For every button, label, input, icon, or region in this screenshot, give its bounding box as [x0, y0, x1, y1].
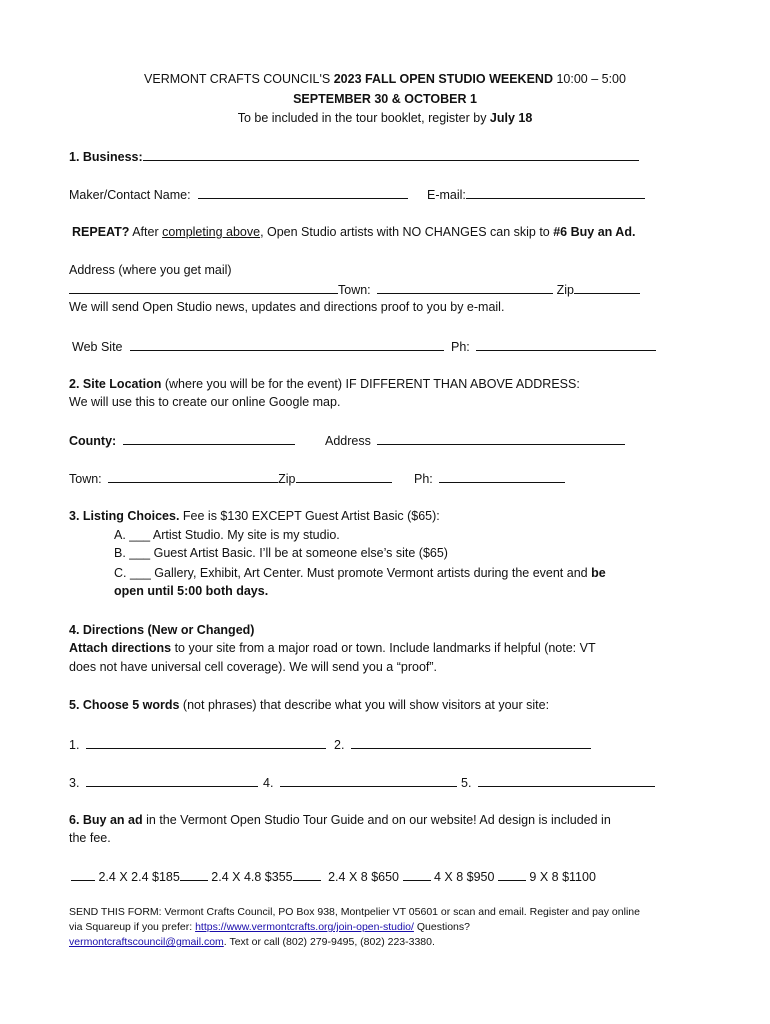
website-row — [72, 339, 444, 354]
directions-title — [69, 623, 254, 637]
word-3-label: 3. — [69, 776, 80, 790]
listing-option-b[interactable]: B. ___ Guest Artist Basic. I’ll be at someone else’s site ($65) — [114, 546, 448, 560]
maker-label: Maker/Contact Name: — [69, 188, 191, 202]
attach-directions-bold: Attach directions — [69, 641, 172, 655]
site-town-row — [69, 471, 392, 486]
buy-ad-title — [69, 813, 611, 827]
site-location-title — [69, 377, 580, 391]
ad-option-1: 2.4 X 2.4 $185 — [98, 870, 180, 884]
business-label: 1. Business: — [69, 150, 143, 164]
site-phone-label: Ph: — [414, 472, 433, 486]
address-field[interactable] — [69, 282, 338, 294]
word-row-1 — [69, 737, 326, 752]
phone-label: Ph: — [451, 340, 470, 354]
five-words-title — [69, 698, 549, 712]
listing-option-a[interactable]: A. ___ Artist Studio. My site is my studio. — [114, 528, 340, 542]
business-field[interactable] — [143, 149, 639, 161]
site-phone-row — [414, 471, 565, 486]
phone-row — [451, 339, 656, 354]
word-1-field[interactable] — [86, 737, 326, 749]
event-dates-text: SEPTEMBER 30 & OCTOBER 1 — [293, 92, 477, 106]
site-zip-label: Zip — [278, 472, 296, 486]
email-row — [427, 187, 645, 202]
deadline-date: July 18 — [489, 111, 533, 125]
directions-line2: does not have universal cell coverage). We will send you a “proof”. — [69, 660, 438, 674]
county-field[interactable] — [123, 433, 295, 445]
site-location-bold: 2. Site Location — [69, 377, 162, 391]
listing-option-c[interactable] — [114, 566, 606, 580]
website-label: Web Site — [72, 340, 123, 354]
zip-field[interactable] — [574, 282, 640, 294]
email-field[interactable] — [466, 187, 645, 199]
buy-ad-line2: the fee. — [69, 831, 111, 845]
footer-line2-prefix: via Squareup if you prefer: — [69, 921, 196, 933]
footer-questions: Questions? — [413, 921, 470, 933]
site-address-row — [325, 433, 625, 448]
site-town-field[interactable] — [108, 471, 278, 483]
buy-ad-rest: in the Vermont Open Studio Tour Guide and on our website! Ad design is included in — [142, 813, 611, 827]
town-field[interactable] — [377, 282, 553, 294]
ad-option-2: 2.4 X 4.8 $355 — [211, 870, 293, 884]
word-2-label: 2. — [334, 738, 345, 752]
footer-line3 — [69, 936, 435, 948]
ad-options-row — [71, 869, 596, 884]
join-open-studio-link[interactable]: https://www.vermontcrafts.org/join-open-studio/ — [195, 921, 414, 933]
listing-option-c-bold2: open until 5:00 both days. — [114, 584, 269, 598]
site-zip-field[interactable] — [296, 471, 392, 483]
directions-title-text: 4. Directions (New or Changed) — [69, 623, 255, 637]
repeat-note — [72, 225, 635, 239]
deadline-prefix: To be included in the tour booklet, register by — [237, 111, 490, 125]
event-dates — [0, 92, 770, 106]
site-town-label: Town: — [69, 472, 102, 486]
form-title — [0, 72, 770, 86]
town-label: Town: — [338, 283, 371, 297]
word-row-3 — [69, 775, 258, 790]
footer-phone: . Text or call (802) 279-9495, (802) 223-3380. — [223, 936, 435, 948]
zip-label: Zip — [556, 283, 574, 297]
listing-choices-rest: Fee is $130 EXCEPT Guest Artist Basic ($65): — [179, 509, 440, 523]
word-4-label: 4. — [263, 776, 274, 790]
repeat-skip-target: #6 Buy an Ad. — [553, 225, 636, 239]
county-row — [69, 433, 295, 448]
footer-line2 — [69, 921, 470, 933]
site-address-label: Address — [325, 434, 371, 448]
buy-ad-bold: 6. Buy an ad — [69, 813, 143, 827]
ad-option-5-check[interactable] — [498, 869, 526, 881]
ad-option-1-check[interactable] — [71, 869, 95, 881]
listing-choices-bold: 3. Listing Choices. — [69, 509, 180, 523]
email-link[interactable]: vermontcraftscouncil@gmail.com — [69, 936, 224, 948]
repeat-after: After — [129, 225, 163, 239]
word-1-label: 1. — [69, 738, 80, 752]
title-prefix: VERMONT CRAFTS COUNCIL'S — [144, 72, 334, 86]
word-row-2 — [334, 737, 591, 752]
title-event: 2023 FALL OPEN STUDIO WEEKEND — [333, 72, 553, 86]
news-note: We will send Open Studio news, updates and directions proof to you by e-mail. — [69, 300, 505, 314]
word-row-5 — [461, 775, 655, 790]
maker-field[interactable] — [198, 187, 408, 199]
email-label: E-mail: — [427, 188, 466, 202]
five-words-bold: 5. Choose 5 words — [69, 698, 180, 712]
business-row — [69, 149, 639, 164]
listing-option-c-cont — [114, 584, 268, 598]
title-hours: 10:00 – 5:00 — [552, 72, 626, 86]
word-3-field[interactable] — [86, 775, 258, 787]
word-4-field[interactable] — [280, 775, 457, 787]
listing-choices-title — [69, 509, 440, 523]
repeat-mid: , Open Studio artists with NO CHANGES can skip to — [260, 225, 554, 239]
directions-line1 — [69, 641, 596, 655]
listing-option-c-bold: be — [591, 566, 606, 580]
site-address-field[interactable] — [377, 433, 625, 445]
register-deadline — [0, 111, 770, 125]
site-location-note: We will use this to create our online Google map. — [69, 395, 341, 409]
word-2-field[interactable] — [351, 737, 591, 749]
ad-option-5: 9 X 8 $1100 — [529, 870, 596, 884]
county-label: County: — [69, 434, 117, 448]
maker-row — [69, 187, 408, 202]
ad-option-4-check[interactable] — [403, 869, 431, 881]
word-5-field[interactable] — [478, 775, 655, 787]
website-field[interactable] — [130, 339, 444, 351]
word-row-4 — [263, 775, 457, 790]
address-row — [69, 282, 640, 297]
repeat-underline: completing above — [162, 225, 261, 239]
ad-option-4: 4 X 8 $950 — [433, 870, 495, 884]
footer-line1: SEND THIS FORM: Vermont Crafts Council, PO Box 938, Montpelier VT 05601 or scan and email. Register and pay online — [69, 906, 640, 918]
listing-option-c-text: C. ___ Gallery, Exhibit, Art Center. Must promote Vermont artists during the event and — [114, 566, 592, 580]
phone-field[interactable] — [476, 339, 656, 351]
ad-option-3: 2.4 X 8 $650 — [328, 870, 400, 884]
word-5-label: 5. — [461, 776, 472, 790]
attach-directions-rest: to your site from a major road or town. Include landmarks if helpful (note: VT — [171, 641, 596, 655]
ad-option-3-check[interactable] — [293, 869, 321, 881]
five-words-rest: (not phrases) that describe what you will show visitors at your site: — [179, 698, 550, 712]
site-phone-field[interactable] — [439, 471, 565, 483]
ad-option-2-check[interactable] — [180, 869, 208, 881]
repeat-bold: REPEAT? — [72, 225, 130, 239]
site-location-rest: (where you will be for the event) IF DIFFERENT THAN ABOVE ADDRESS: — [161, 377, 580, 391]
address-label: Address (where you get mail) — [69, 263, 232, 277]
